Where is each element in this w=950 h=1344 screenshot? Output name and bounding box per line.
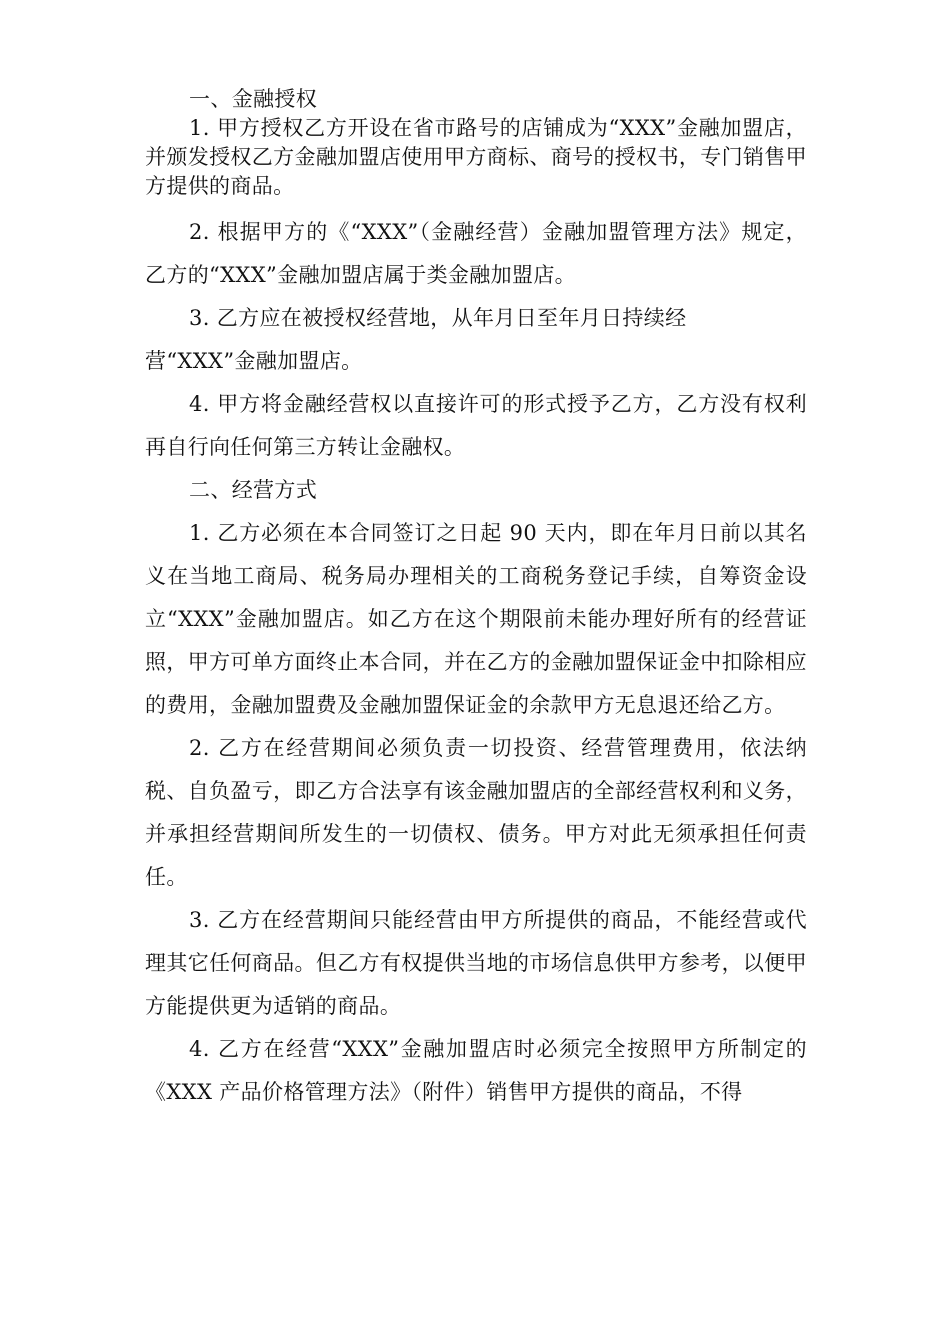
paragraph-operation-1: 1. 乙方必须在本合同签订之日起 90 天内，即在年月日前以其名义在当地工商局、税务局办理相关的工商税务登记手续，自筹资金设立“XXX”金融加盟店。如乙方在这个期限前未能办理好所有的经营证照，甲方可单方面终止本合同，并在乙方的金融加盟保证金中扣除相应的费用，金融加盟费及金融加盟保证金的余款甲方无息退还给乙方。 [145,521,807,717]
paragraph-operation-4: 4. 乙方在经营“XXX”金融加盟店时必须完全按照甲方所制定的《XXX 产品价格管理方法》（附件）销售甲方提供的商品，不得 [145,1037,807,1104]
section-heading-operation: 二、经营方式 [189,478,318,502]
paragraph-authorization-4: 4. 甲方将金融经营权以直接许可的形式授予乙方，乙方没有权利再自行向任何第三方转让金融权。 [145,392,807,459]
section-heading-authorization: 一、金融授权 [189,87,318,111]
paragraph-authorization-1: 1. 甲方授权乙方开设在省市路号的店铺成为“XXX”金融加盟店，并颁发授权乙方金融加盟店使用甲方商标、商号的授权书，专门销售甲方提供的商品。 [145,116,807,198]
paragraph-authorization-3-line1: 3. 乙方应在被授权经营地，从年月日至年月日持续经 [189,306,687,330]
paragraph-authorization-2: 2. 根据甲方的《“XXX”（金融经营）金融加盟管理方法》规定，乙方的“XXX”金融加盟店属于类金融加盟店。 [145,220,807,287]
paragraph-operation-3: 3. 乙方在经营期间只能经营由甲方所提供的商品，不能经营或代理其它任何商品。但乙方有权提供当地的市场信息供甲方参考，以便甲方能提供更为适销的商品。 [145,908,807,1018]
paragraph-operation-2: 2. 乙方在经营期间必须负责一切投资、经营管理费用，依法纳税、自负盈亏，即乙方合法享有该金融加盟店的全部经营权利和义务，并承担经营期间所发生的一切债权、债务。甲方对此无须承担任何责任。 [145,736,807,889]
paragraph-authorization-3-line2: 营“XXX”金融加盟店。 [145,349,363,373]
document-body [145,84,807,1114]
